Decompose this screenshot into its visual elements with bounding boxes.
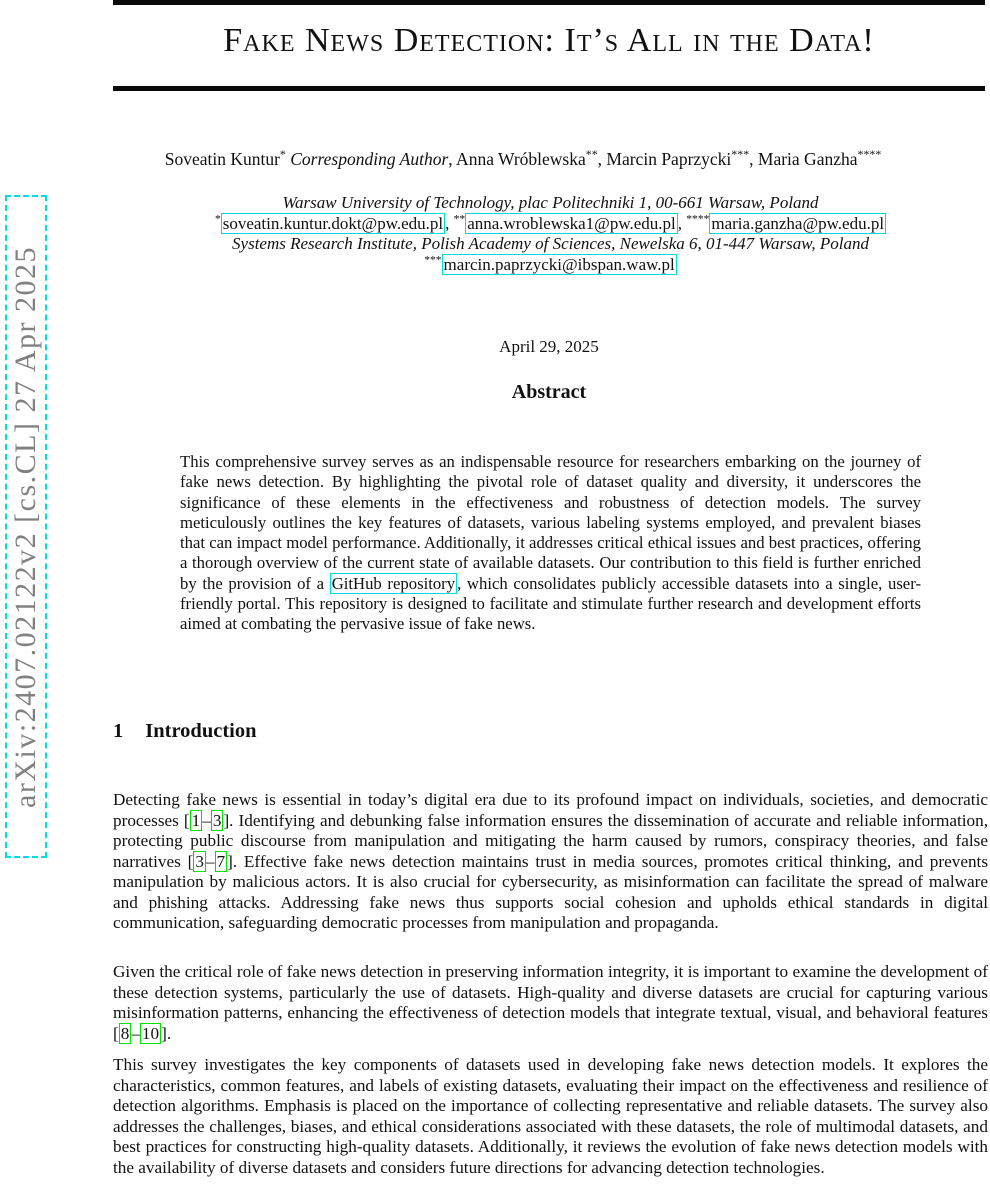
link[interactable]: maria.ganzha@pw.edu.pl <box>711 213 885 233</box>
text-segment: , which consolidates publicly accessible datasets into a single, user-friendly portal. This repository is designed to facilitate and stimulate further research and development efforts aimed at combating the pervasive issue of fake news. <box>180 573 921 634</box>
author-line <box>58 149 988 170</box>
citation-link[interactable]: 3 <box>195 851 204 871</box>
text-segment: * <box>279 147 286 162</box>
intro-paragraph-1 <box>113 790 988 934</box>
text-segment: ** <box>453 211 466 225</box>
text-segment: Systems Research Institute, Polish Academy of Sciences, Newelska 6, 01-447 Warsaw, Poland <box>232 234 869 253</box>
text-segment: – <box>131 1023 140 1043</box>
affiliation-line-2 <box>113 234 988 255</box>
email-line-2 <box>113 252 988 276</box>
title-rule-top <box>113 0 985 5</box>
text-segment: , <box>445 213 454 233</box>
date-line: April 29, 2025 <box>499 337 599 356</box>
text-segment: **** <box>857 147 882 162</box>
title-rule-bottom <box>113 86 985 91</box>
text-segment: ]. Effective fake news detection maintains trust in media sources, promotes critical thinking, and prevents manipulation by malicious actors. It is also crucial for cybersecurity, as misinformation can facilitate the spread of malware and phishing attacks. Addressing fake news thus supports social cohesion and upholds ethical standards in digital communication, safeguarding democratic processes from manipulation and propaganda. <box>113 851 989 932</box>
intro-paragraph-2 <box>113 962 988 1044</box>
text-segment: *** <box>424 252 442 266</box>
text-segment: ]. Identifying and debunking false information ensures the dissemination of accurate and reliable information, protecting public discourse from manipulation and mitigating the harm caused by rumors, conspiracy theories, and false narratives [ <box>113 810 988 871</box>
citation-link[interactable]: 10 <box>141 1023 160 1043</box>
text-segment: Corresponding Author <box>290 149 449 169</box>
link[interactable]: soveatin.kuntur.dokt@pw.edu.pl <box>222 213 444 233</box>
text-segment: Detecting fake news is essential in today’s digital era due to its profound impact on individuals, societies, and democratic processes [ <box>113 790 988 830</box>
text-segment: This comprehensive survey serves as an indispensable resource for researchers embarking on the journey of fake news detection. By highlighting the pivotal role of dataset quality and diversity, it underscores the significance of these elements in the effectiveness and robustness of detection models. The survey meticulously outlines the key features of datasets, various labeling systems employed, and prevalent biases that can impact model performance. Additionally, it addresses critical ethical issues and best practices, offering a thorough overview of the current state of available datasets. Our contribution to this field is further enriched by the provision of a <box>180 452 921 593</box>
text-segment: , <box>677 213 687 233</box>
citation-link[interactable]: 3 <box>212 810 222 830</box>
affiliation-line-1 <box>113 193 988 214</box>
affiliation-block <box>113 193 988 275</box>
abstract-heading: Abstract <box>511 381 587 403</box>
intro-paragraph-3 <box>113 1055 988 1178</box>
arxiv-stamp <box>5 195 47 858</box>
citation-link[interactable]: 8 <box>120 1023 130 1043</box>
section-title: Introduction <box>145 720 257 742</box>
text-segment: ** <box>585 147 598 162</box>
text-segment: – <box>205 851 215 871</box>
section-heading-introduction <box>113 720 257 743</box>
citation-link[interactable]: 1 <box>191 810 201 830</box>
text-segment: Warsaw University of Technology, plac Politechniki 1, 00-661 Warsaw, Poland <box>282 193 819 212</box>
text-segment: * <box>214 211 221 225</box>
link[interactable]: anna.wroblewska1@pw.edu.pl <box>467 213 676 233</box>
section-number: 1 <box>113 720 124 742</box>
text-segment: **** <box>686 211 710 225</box>
link[interactable]: GitHub repository <box>331 573 456 593</box>
paper-title: Fake News Detection: It’s All in the Data! <box>223 22 875 59</box>
text-segment: , Marcin Paprzycki <box>597 149 732 169</box>
text-segment: This survey investigates the key components of datasets used in developing fake news detection models. It explores the characteristics, common features, and labels of existing datasets, evaluating their impact on the effectiveness and resilience of detection algorithms. Emphasis is placed on the importance of collecting representative and reliable datasets. The survey also addresses the challenges, biases, and ethical considerations associated with these datasets, the role of multimodal datasets, and best practices for constructing high-quality datasets. Additionally, it reviews the evolution of fake news detection models with the availability of diverse datasets and considers future directions for advancing detection technologies. <box>113 1055 988 1177</box>
abstract-body <box>180 452 921 635</box>
text-segment: , Anna Wróblewska <box>448 149 586 169</box>
text-segment: , Maria Ganzha <box>749 149 858 169</box>
text-segment: Soveatin Kuntur <box>164 149 280 169</box>
text-segment: ]. <box>161 1023 172 1043</box>
link[interactable]: marcin.paprzycki@ibspan.waw.pl <box>443 254 675 274</box>
citation-link[interactable]: 7 <box>216 851 226 871</box>
text-segment: Given the critical role of fake news detection in preserving information integrity, it is important to examine the development of these detection systems, particularly the use of datasets. High-quality and diverse datasets are crucial for capturing various misinformation patterns, enhancing the effectiveness of detection models that integrate textual, visual, and behavioral features [ <box>113 962 988 1043</box>
text-segment: – <box>202 810 211 830</box>
arxiv-stamp-text: arXiv:2407.02122v2 [cs.CL] 27 Apr 2025 <box>9 245 42 808</box>
email-line-1 <box>113 211 988 235</box>
text-segment: *** <box>731 147 750 162</box>
